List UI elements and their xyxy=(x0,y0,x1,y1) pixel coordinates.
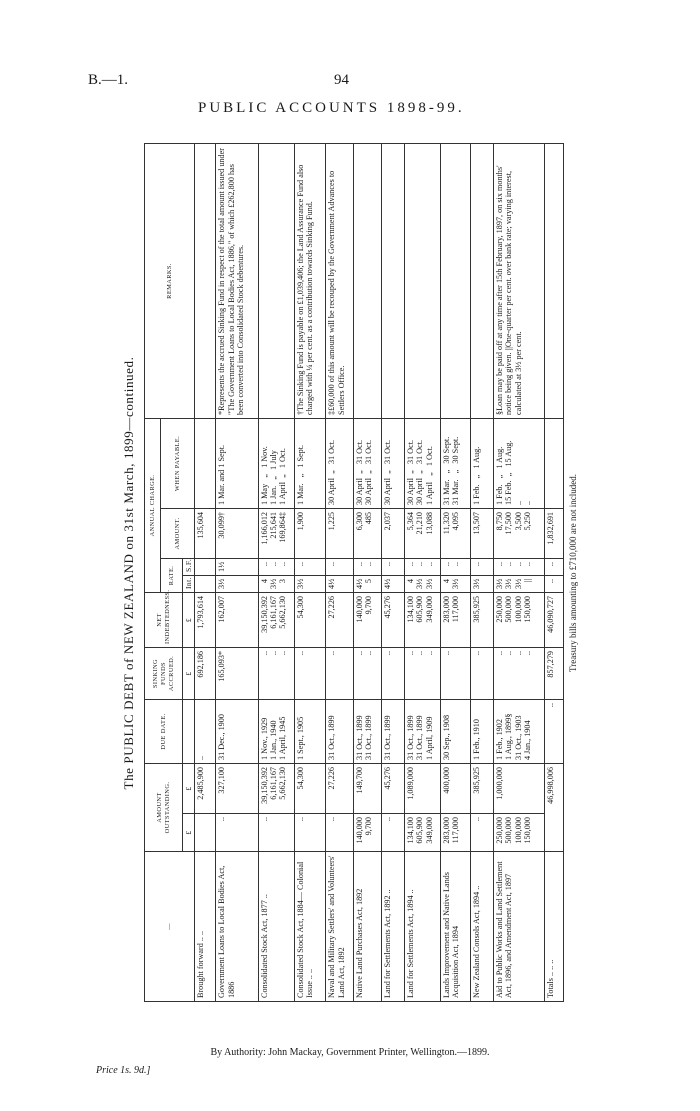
row-sinking-rate: .. xyxy=(326,558,354,575)
row-interest-rate: 4½ xyxy=(326,575,354,592)
row-interest-rate: 4 3½ xyxy=(440,575,470,592)
row-outstanding: 327,100 xyxy=(216,763,258,813)
row-sinking-fund: .. xyxy=(294,647,326,699)
row-net-indebtedness: 283,000 117,000 xyxy=(440,592,470,647)
row-remarks: *Represents the accrued Sinking Fund in respect of the total amount issued under "The Government Loans to Local Bodies Act, 1886," of which £262,800 has been converted into Consolidated Stock debentures. xyxy=(216,143,258,418)
row-annual-amount: 13,507 xyxy=(470,508,493,558)
row-outstanding-parts: .. xyxy=(381,814,404,852)
row-outstanding-parts: .. xyxy=(258,814,294,852)
row-remarks xyxy=(258,143,294,418)
row-interest-rate: 3½ xyxy=(216,575,258,592)
row-due-date: 31 Dec., 1900 xyxy=(216,699,258,763)
row-interest-rate: 4 3½ 3 xyxy=(258,575,294,592)
col-outstanding-header: AMOUNT OUTSTANDING. xyxy=(145,763,183,851)
row-sinking-rate: .. .. xyxy=(440,558,470,575)
row-outstanding-parts: 283,000 117,000 xyxy=(440,814,470,852)
col-name-header: — xyxy=(145,852,195,1002)
row-annual-amount: 5,364 21,210 13,088 xyxy=(404,508,440,558)
table-row xyxy=(326,143,354,1001)
totals-sinking-fund: 857,279 xyxy=(544,647,563,699)
row-net-indebtedness: 140,000 9,700 xyxy=(354,592,382,647)
row-annual-amount: 135,604 xyxy=(195,508,216,558)
row-due-date: .. xyxy=(195,699,216,763)
row-sinking-rate: .. xyxy=(294,558,326,575)
row-when-payable: 1 Feb. „ 1 Aug. 15 Feb. „ 15 Aug. .. .. xyxy=(493,418,544,508)
page-number: 94 xyxy=(334,72,349,88)
row-sinking-fund: 692,186 xyxy=(195,647,216,699)
row-when-payable xyxy=(195,418,216,508)
totals-interest-rate: .. xyxy=(544,575,563,592)
row-sinking-fund: .. xyxy=(470,647,493,699)
col-amount-header: AMOUNT. xyxy=(161,508,195,558)
row-outstanding: 39,150,392 6,161,167 5,662,130 xyxy=(258,763,294,813)
col-sinking-header: SINKING FUNDS ACCRUED. xyxy=(145,647,183,699)
unit-pound: £ xyxy=(183,814,195,852)
row-when-payable: 1 Feb. „ 1 Aug. xyxy=(470,418,493,508)
row-outstanding: 149,700 xyxy=(354,763,382,813)
row-remarks xyxy=(195,143,216,418)
row-net-indebtedness: 385,925 xyxy=(470,592,493,647)
row-sinking-fund: .. xyxy=(381,647,404,699)
col-annual-header: ANNUAL CHARGE. xyxy=(145,418,161,592)
row-name: Government Loans to Local Bodies Act, 1886 xyxy=(216,852,258,1002)
public-debt-table xyxy=(144,143,564,1002)
row-when-payable: 30 April „ 31 Oct. xyxy=(381,418,404,508)
row-due-date: 1 Feb., 1910 xyxy=(470,699,493,763)
row-outstanding: 54,300 xyxy=(294,763,326,813)
totals-sinking-rate: .. xyxy=(544,558,563,575)
totals-when-payable xyxy=(544,418,563,508)
row-outstanding-parts: .. xyxy=(294,814,326,852)
row-sinking-rate: 1½ xyxy=(216,558,258,575)
row-when-payable: 30 April „ 31 Oct. 30 April „ 31 Oct. xyxy=(354,418,382,508)
unit-blank xyxy=(183,699,195,763)
row-sinking-rate: .. xyxy=(381,558,404,575)
row-annual-amount: 1,900 xyxy=(294,508,326,558)
table-row xyxy=(216,143,258,1001)
row-name: Naval and Military Settlers' and Volunteers' Land Act, 1892 xyxy=(326,852,354,1002)
col-due-header: DUE DATE. xyxy=(145,699,183,763)
table-row xyxy=(493,143,544,1001)
row-sinking-fund: 165,093* xyxy=(216,647,258,699)
printer-authority-line: By Authority: John Mackay, Government Printer, Wellington.—1899. xyxy=(210,1047,490,1058)
page-reference: B.—1. xyxy=(88,72,129,88)
row-name: Consolidated Stock Act, 1877 .. xyxy=(258,852,294,1002)
row-due-date: 1 Nov., 1929 1 Jan., 1940 1 April, 1945 xyxy=(258,699,294,763)
row-name: Brought forward .. .. xyxy=(195,852,216,1002)
col-int-header: Int. xyxy=(183,575,195,592)
row-remarks: †The Sinking Fund is payable on £1,039,406; the Land Assurance Fund also charged with ¼ per cent. as a contribution towards Sinking Fund. xyxy=(294,143,326,418)
row-net-indebtedness: 134,100 605,900 349,000 xyxy=(404,592,440,647)
row-net-indebtedness: 162,007 xyxy=(216,592,258,647)
row-net-indebtedness: 1,793,614 xyxy=(195,592,216,647)
col-payable-header: WHEN PAYABLE. xyxy=(161,418,195,508)
row-sinking-fund: .. .. .. xyxy=(404,647,440,699)
row-interest-rate: 3½ xyxy=(470,575,493,592)
col-rate-header: RATE. xyxy=(161,558,183,592)
row-interest-rate: 3½ xyxy=(294,575,326,592)
row-net-indebtedness: 27,226 xyxy=(326,592,354,647)
unit-pound: £ xyxy=(183,647,195,699)
row-annual-amount: 8,750 17,500 3,500 5,250 xyxy=(493,508,544,558)
row-due-date: 30 Sep., 1908 xyxy=(440,699,470,763)
row-sinking-rate: .. .. xyxy=(354,558,382,575)
row-outstanding: 1,000,000 xyxy=(493,763,544,813)
row-sinking-rate: .. .. .. .. xyxy=(493,558,544,575)
row-remarks xyxy=(354,143,382,418)
row-when-payable: 1 Mar. „ 1 Sept. xyxy=(294,418,326,508)
row-outstanding: 1,089,000 xyxy=(404,763,440,813)
totals-outstanding: 46,998,006 xyxy=(544,763,563,851)
price-note: Price 1s. 9d.] xyxy=(96,1065,151,1076)
row-sinking-rate: .. .. .. xyxy=(404,558,440,575)
row-net-indebtedness: 39,150,392 6,161,167 5,662,130 xyxy=(258,592,294,647)
row-sinking-rate: .. .. .. xyxy=(258,558,294,575)
row-sinking-fund: .. .. xyxy=(354,647,382,699)
row-annual-amount: 11,320 4,095 xyxy=(440,508,470,558)
row-when-payable: 1 May „ 1 Nov. 1 Jan. „ 1 July 1 April „ 1 Oct. xyxy=(258,418,294,508)
row-annual-amount: 2,037 xyxy=(381,508,404,558)
row-name: Consolidated Stock Act, 1884— Colonial Issue .. .. xyxy=(294,852,326,1002)
table-body xyxy=(195,143,564,1001)
row-remarks: ‡£60,000 of this amount will be recouped by the Government Advances to Settlers Office. xyxy=(326,143,354,418)
row-sinking-fund: .. xyxy=(326,647,354,699)
row-remarks xyxy=(440,143,470,418)
row-due-date: 1 Sept., 1905 xyxy=(294,699,326,763)
row-outstanding: 27,226 xyxy=(326,763,354,813)
row-net-indebtedness: 250,000 500,000 100,000 150,000 xyxy=(493,592,544,647)
row-interest-rate: 4 3½ 3½ xyxy=(404,575,440,592)
unit-pound: £ xyxy=(183,763,195,813)
row-outstanding-parts xyxy=(195,814,216,852)
row-due-date: 31 Oct., 1899 31 Oct., 1899 xyxy=(354,699,382,763)
row-annual-amount: 6,300 485 xyxy=(354,508,382,558)
treasury-footnote: Treasury bills amounting to £710,000 are not included. xyxy=(568,474,578,672)
row-outstanding: 45,276 xyxy=(381,763,404,813)
row-annual-amount: 30,099† xyxy=(216,508,258,558)
page-title: PUBLIC ACCOUNTS 1898-99. xyxy=(198,100,465,116)
row-annual-amount: 1,166,012 215,641 169,864‡ xyxy=(258,508,294,558)
row-outstanding-parts: 134,100 605,900 349,000 xyxy=(404,814,440,852)
row-net-indebtedness: 54,300 xyxy=(294,592,326,647)
table-row xyxy=(258,143,294,1001)
row-outstanding: 385,925 xyxy=(470,763,493,813)
table-row xyxy=(470,143,493,1001)
row-outstanding-parts: .. xyxy=(470,814,493,852)
row-sinking-rate: .. xyxy=(470,558,493,575)
row-name: Lands Improvement and Native Lands Acquisition Act, 1894 xyxy=(440,852,470,1002)
row-name: Land for Settlements Act, 1894 .. xyxy=(404,852,440,1002)
totals-row xyxy=(544,143,563,1001)
row-sinking-fund: .. .. .. .. xyxy=(493,647,544,699)
row-when-payable: 30 April „ 31 Oct. 30 April „ 31 Oct. 1 April „ 1 Oct. xyxy=(404,418,440,508)
row-remarks: §Loan may be paid off at any time after 15th February, 1897, on six months' notice being given. ||One-quarter per cent. over bank rate; varying interest, calculated at 3½ per cent. xyxy=(493,143,544,418)
totals-remarks xyxy=(544,143,563,418)
row-outstanding-parts: 250,000 500,000 100,000 150,000 xyxy=(493,814,544,852)
row-remarks xyxy=(381,143,404,418)
row-sinking-fund: .. xyxy=(440,647,470,699)
row-due-date: 31 Oct., 1899 xyxy=(326,699,354,763)
row-when-payable: 30 April „ 31 Oct. xyxy=(326,418,354,508)
totals-net-indebtedness: 46,090,727 xyxy=(544,592,563,647)
table-row xyxy=(440,143,470,1001)
table-row xyxy=(195,143,216,1001)
totals-label: Totals .. .. .. xyxy=(544,852,563,1002)
row-interest-rate xyxy=(195,575,216,592)
totals-annual-amount: 1,832,691 xyxy=(544,508,563,558)
unit-pound: £ xyxy=(183,592,195,647)
col-remarks-header: REMARKS. xyxy=(145,143,195,418)
row-outstanding-parts: .. xyxy=(326,814,354,852)
col-sf-header: S.F. xyxy=(183,558,195,575)
table-row xyxy=(354,143,382,1001)
row-outstanding: 2,485,900 xyxy=(195,763,216,813)
table-caption: The PUBLIC DEBT of NEW ZEALAND on 31st March, 1899—continued. xyxy=(121,356,136,790)
row-interest-rate: 4½ xyxy=(381,575,404,592)
table-row xyxy=(381,143,404,1001)
row-outstanding-parts: 140,000 9,700 xyxy=(354,814,382,852)
row-name: Aid to Public Works and Land Settlement Act, 1896, and Amendment Act, 1897 xyxy=(493,852,544,1002)
row-name: Land for Settlements Act, 1892 .. xyxy=(381,852,404,1002)
row-when-payable: 1 Mar. and 1 Sept. xyxy=(216,418,258,508)
row-due-date: 1 Feb., 1902 1 Aug., 1899§ 31 Oct., 1903 4 Jan., 1904 xyxy=(493,699,544,763)
row-annual-amount: 1,225 xyxy=(326,508,354,558)
row-outstanding: 400,000 xyxy=(440,763,470,813)
table-row xyxy=(404,143,440,1001)
row-sinking-rate xyxy=(195,558,216,575)
row-interest-rate: 3½ 3½ 3½ || xyxy=(493,575,544,592)
row-remarks xyxy=(470,143,493,418)
public-debt-table-panel xyxy=(121,144,589,1002)
totals-due: .. xyxy=(544,699,563,763)
row-due-date: 31 Oct., 1899 31 Oct., 1899 1 April, 1909 xyxy=(404,699,440,763)
row-interest-rate: 4½ 5 xyxy=(354,575,382,592)
row-outstanding-parts: .. xyxy=(216,814,258,852)
row-remarks xyxy=(404,143,440,418)
row-due-date: 31 Oct., 1899 xyxy=(381,699,404,763)
row-sinking-fund: .. .. .. xyxy=(258,647,294,699)
col-net-header: NET INDEBTEDNESS. xyxy=(145,592,183,647)
row-name: New Zealand Consols Act, 1894 .. xyxy=(470,852,493,1002)
row-net-indebtedness: 45,276 xyxy=(381,592,404,647)
row-when-payable: 31 Mar. „ 30 Sept. 31 Mar. „ 30 Sept. xyxy=(440,418,470,508)
table-row xyxy=(294,143,326,1001)
row-name: Native Land Purchases Act, 1892 xyxy=(354,852,382,1002)
